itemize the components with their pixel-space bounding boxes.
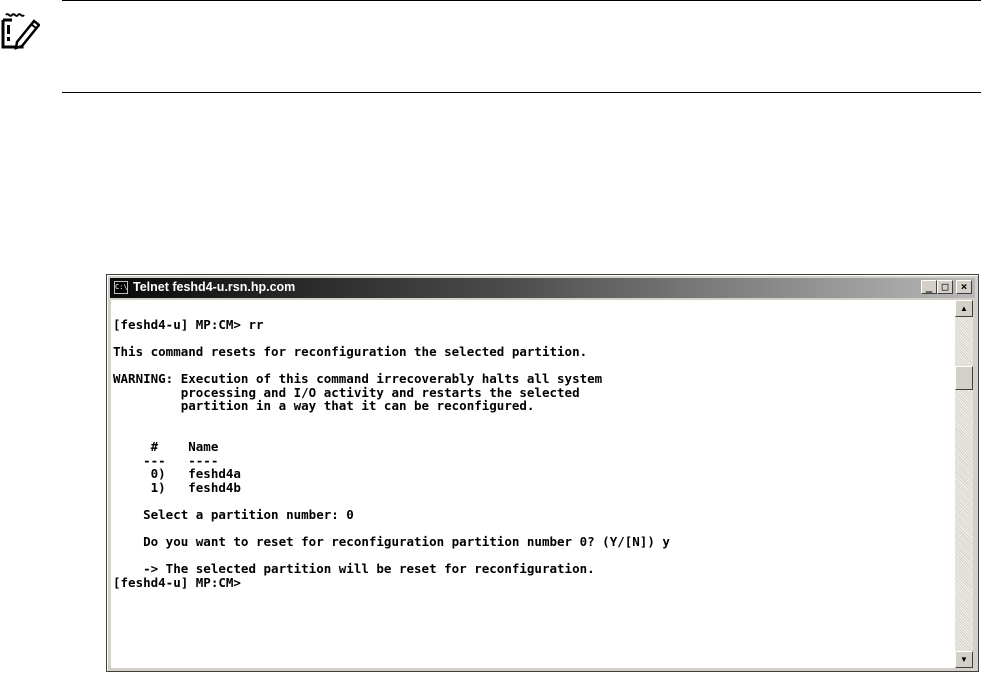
console-line: # Name bbox=[113, 438, 219, 454]
console-line: -> The selected partition will be reset for reconfiguration. bbox=[113, 561, 595, 577]
note-pencil-icon bbox=[0, 12, 40, 50]
scroll-thumb[interactable] bbox=[955, 366, 973, 390]
scroll-down-icon[interactable]: ▼ bbox=[955, 651, 973, 668]
console-line: 0) feshd4a bbox=[113, 466, 241, 482]
console-line: processing and I/O activity and restarts the selected bbox=[113, 384, 580, 400]
title-bar[interactable] bbox=[110, 278, 975, 298]
console-line: [feshd4-u] MP:CM> rr bbox=[113, 316, 264, 332]
close-button[interactable]: × bbox=[956, 280, 972, 294]
vertical-scrollbar[interactable] bbox=[955, 300, 973, 668]
console-line: This command resets for reconfiguration the selected partition. bbox=[113, 343, 588, 359]
console-line: [feshd4-u] MP:CM> bbox=[113, 574, 241, 590]
console-line: Select a partition number: 0 bbox=[113, 506, 354, 522]
console-line: WARNING: Execution of this command irrecoverably halts all system bbox=[113, 370, 603, 386]
console-icon: C:\ bbox=[114, 281, 128, 294]
console-line: --- ---- bbox=[113, 452, 219, 468]
console-output[interactable] bbox=[111, 300, 955, 668]
minimize-button[interactable]: _ bbox=[921, 280, 937, 294]
bottom-rule bbox=[62, 92, 981, 93]
console-text bbox=[111, 300, 955, 589]
telnet-window bbox=[106, 274, 979, 672]
console-line: partition in a way that it can be reconfigured. bbox=[113, 398, 535, 414]
maximize-button[interactable]: □ bbox=[937, 280, 953, 294]
console-line: Do you want to reset for reconfiguration partition number 0? (Y/[N]) y bbox=[113, 534, 670, 550]
window-title: Telnet feshd4-u.rsn.hp.com bbox=[133, 280, 296, 294]
scroll-up-icon[interactable]: ▲ bbox=[955, 300, 973, 317]
top-rule bbox=[62, 0, 981, 1]
console-line: 1) feshd4b bbox=[113, 479, 241, 495]
